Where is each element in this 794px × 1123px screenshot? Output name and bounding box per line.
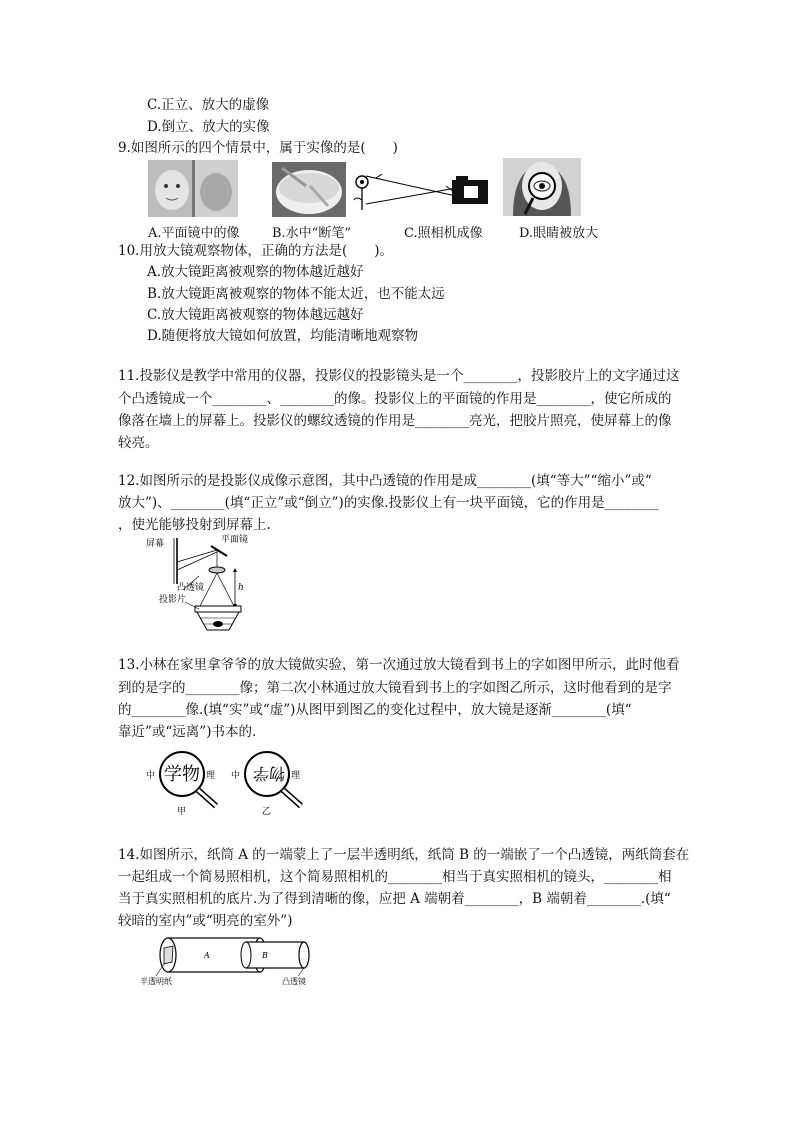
q12-label-screen: 屏幕 — [146, 539, 165, 549]
q13-jia-text: 学物 — [164, 764, 200, 785]
q13-jia-left-char: 中 — [146, 771, 156, 781]
q8-option-d: D.倒立、放大的实像 — [147, 119, 270, 135]
q13-line-1: 13.小林在家里拿爷爷的放大镜做实验，第一次通过放大镜看到书上的字如图甲所示，此时他看 — [118, 657, 680, 673]
q14-label-lens: 凸透镜 — [282, 977, 306, 986]
q12-label-lens: 凸透镜 — [177, 583, 205, 593]
q8-option-c: C.正立、放大的虚像 — [147, 97, 270, 113]
q9-caption-b: B.水中“断笔” — [272, 226, 351, 241]
q13-figure-jia — [146, 748, 226, 816]
q9-caption-c: C.照相机成像 — [404, 226, 483, 241]
q9-caption-d: D.眼睛被放大 — [519, 226, 599, 241]
q9-image-c-camera — [352, 166, 494, 216]
q10-option-a: A.放大镜距离被观察的物体越近越好 — [147, 264, 364, 280]
q11-line-3: 像落在墙上的屏幕上。投影仪的螺纹透镜的作用是________亮光，把胶片照亮，使屏幕上的像 — [118, 413, 672, 429]
q14-line-3: 当于真实照相机的底片.为了得到清晰的像，应把 A 端朝着________，B 端朝着________.(填“ — [118, 891, 671, 907]
q9-image-a-mirror — [148, 160, 238, 217]
q13-yi-right-char: 理 — [291, 771, 301, 781]
q13-jia-right-char: 理 — [206, 771, 216, 781]
q9-image-b-water-pencil — [272, 162, 346, 217]
q12-label-mirror: 平面镜 — [221, 535, 249, 545]
q13-line-2: 到的是字的________像；第二次小林通过放大镜看到书上的字如图乙所示，这时他看到的是字 — [118, 680, 672, 696]
q12-label-h: h — [238, 583, 244, 593]
q9-stem: 9.如图所示的四个情景中，属于实像的是( ) — [118, 140, 398, 156]
q13-line-4: 靠近”或“远离”)书本的. — [118, 724, 257, 740]
q13-line-3: 的________像.(填“实”或“虚”)从图甲到图乙的变化过程中，放大镜是逐渐________(填“ — [118, 702, 632, 718]
q14-line-4: 较暗的室内”或“明亮的室外”) — [118, 913, 293, 929]
q13-yi-label: 乙 — [262, 807, 272, 817]
q14-line-1: 14.如图所示，纸筒 A 的一端蒙上了一层半透明纸，纸筒 B 的一端嵌了一个凸透镜，两纸筒套在 — [118, 847, 690, 863]
q14-label-a: A — [204, 951, 210, 960]
q14-line-2: 一起组成一个简易照相机，这个简易照相机的________相当于真实照相机的镜头，________相 — [118, 869, 672, 885]
q12-line-1: 12.如图所示的是投影仪成像示意图，其中凸透镜的作用是成________(填“等大”“缩小”或“ — [118, 473, 652, 489]
q13-yi-left-char: 中 — [231, 771, 241, 781]
q12-projector-diagram — [146, 534, 255, 634]
q10-option-d: D.随便将放大镜如何放置，均能清晰地观察物 — [147, 328, 419, 344]
q12-label-film: 投影片 — [159, 595, 187, 605]
q13-figure-yi — [231, 748, 311, 816]
q12-line-3: ，使光能够投射到屏幕上. — [118, 517, 271, 533]
q12-line-2: 放大”)、________(填“正立”或“倒立”)的实像.投影仪上有一块平面镜，它的作用是________ — [118, 495, 659, 511]
q14-tube-camera-diagram — [140, 932, 320, 986]
q11-line-2: 个凸透镜成一个________、________的像。投影仪上的平面镜的作用是________，使它所成的 — [118, 391, 672, 407]
q10-option-b: B.放大镜距离被观察的物体不能太近，也不能太远 — [147, 286, 445, 302]
q9-caption-a: A.平面镜中的像 — [148, 226, 240, 241]
q13-jia-label: 甲 — [177, 807, 187, 817]
q9-image-d-magnifier — [503, 158, 581, 216]
q10-stem: 10.用放大镜观察物体，正确的方法是( )。 — [118, 243, 394, 259]
q11-line-1: 11.投影仪是教学中常用的仪器，投影仪的投影镜头是一个________，投影胶片上的文字通过这 — [118, 368, 680, 384]
q10-option-c: C.放大镜距离被观察的物体越远越好 — [147, 307, 364, 323]
q11-line-4: 较亮。 — [118, 435, 159, 451]
q14-label-b: B — [262, 951, 268, 960]
q13-yi-text: 物学 — [252, 764, 285, 783]
q14-label-paper: 半透明纸 — [140, 977, 172, 986]
